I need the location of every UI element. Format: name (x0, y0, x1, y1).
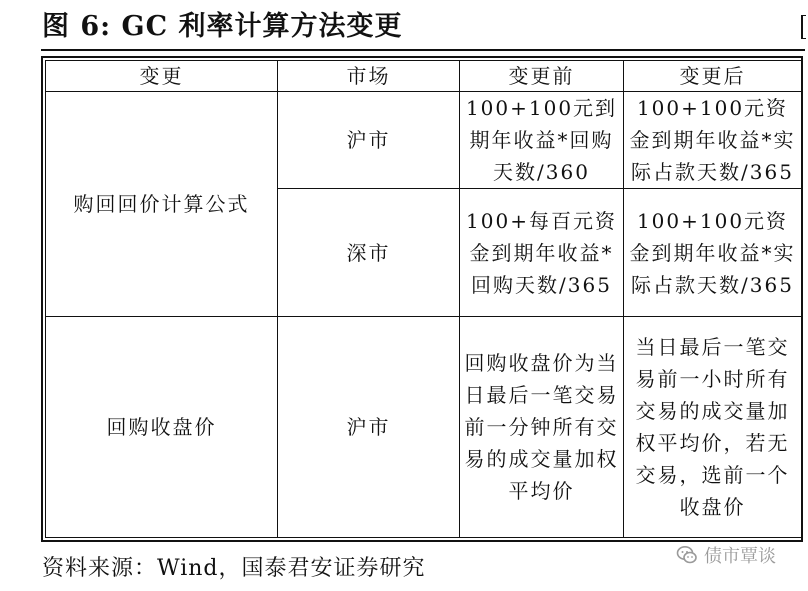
header-before: 变更前 (460, 61, 624, 92)
title-rule (41, 49, 805, 51)
header-after: 变更后 (624, 61, 802, 92)
header-market: 市场 (278, 61, 460, 92)
watermark-text: 债市覃谈 (704, 546, 776, 567)
cell-before: 100+100元到期年收益*回购天数/360 (460, 92, 624, 189)
header-change: 变更 (46, 61, 278, 92)
cell-change-closing-price: 回购收盘价 (46, 317, 278, 538)
cell-after: 100+100元资金到期年收益*实际占款天数/365 (624, 92, 802, 189)
source-note: 资料来源：Wind，国泰君安证券研究 (42, 556, 426, 581)
table-header-row (46, 61, 802, 92)
watermark (676, 542, 776, 568)
figure-title: 图 6: GC 利率计算方法变更 (42, 11, 403, 42)
table-row (46, 317, 802, 538)
wechat-icon (676, 544, 698, 566)
cell-market: 深市 (278, 189, 460, 317)
table-row (46, 92, 802, 189)
gc-rate-table (45, 60, 802, 538)
cell-before: 100+每百元资金到期年收益*回购天数/365 (460, 189, 624, 317)
cell-market: 沪市 (278, 92, 460, 189)
cell-before: 回购收盘价为当日最后一笔交易前一分钟所有交易的成交量加权平均价 (460, 317, 624, 538)
cell-market: 沪市 (278, 317, 460, 538)
cropped-edge-mark (801, 15, 806, 39)
gc-rate-change-table (41, 56, 803, 542)
cell-change-formula: 购回回价计算公式 (46, 92, 278, 317)
cell-after: 当日最后一笔交易前一小时所有交易的成交量加权平均价，若无交易，选前一个收盘价 (624, 317, 802, 538)
cell-after: 100+100元资金到期年收益*实际占款天数/365 (624, 189, 802, 317)
